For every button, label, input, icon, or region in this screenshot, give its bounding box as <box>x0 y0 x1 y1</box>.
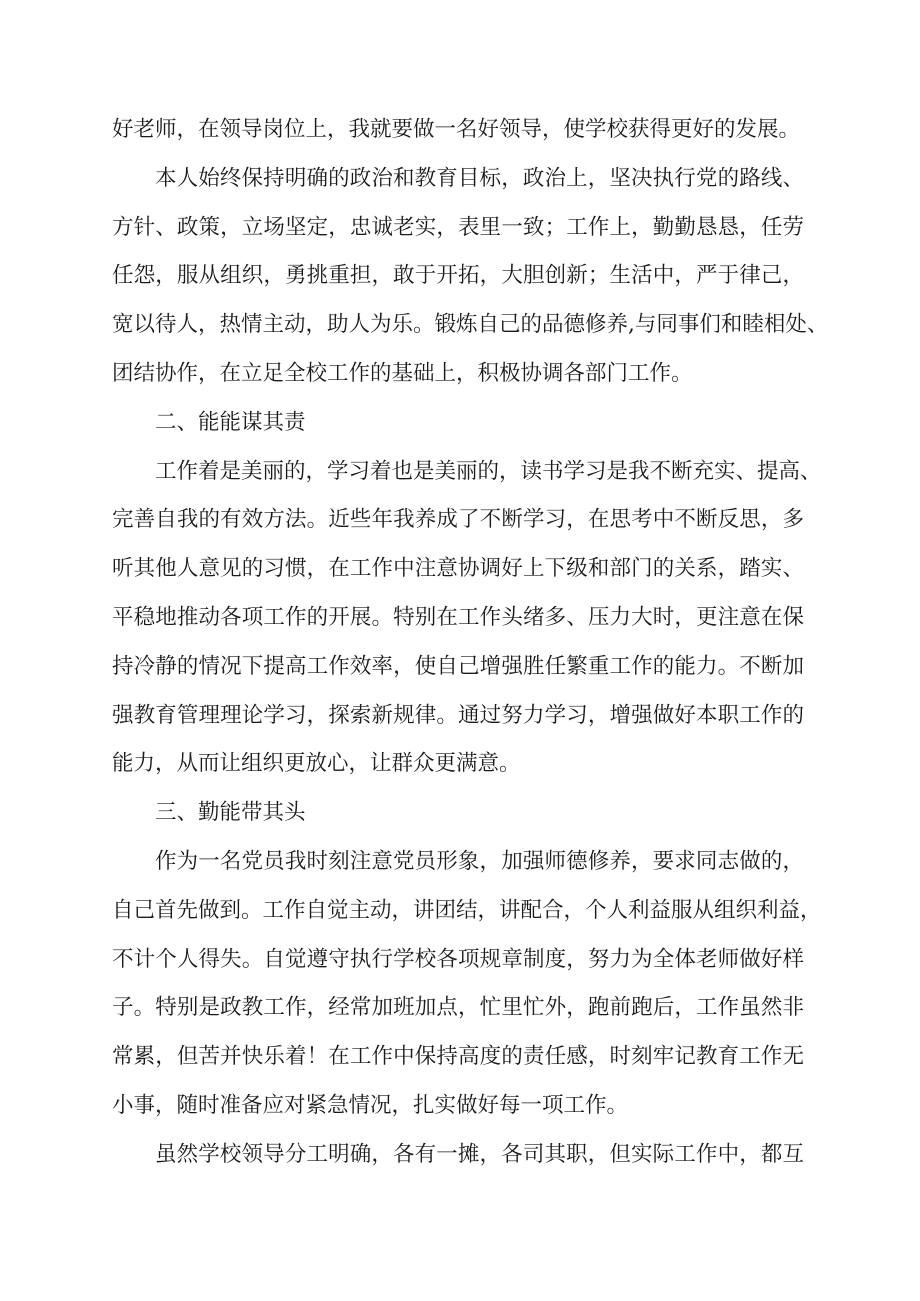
document-body <box>112 106 829 1180</box>
text-line: 平稳地推动各项工作的开展。特别在工作头绪多、压力大时，更注意在保 <box>112 604 804 630</box>
text-line: 宽以待人，热情主动，助人为乐。锻炼自己的品德修养,与同事们和睦相处、 <box>112 312 829 338</box>
text-line: 小事，随时准备应对紧急情况，扎实做好每一项工作。 <box>112 1092 629 1118</box>
text-line: 任怨，服从组织，勇挑重担，敢于开拓，大胆创新；生活中，严于律己， <box>112 263 804 289</box>
text-line: 二、能能谋其责 <box>155 409 306 435</box>
text-line: 好老师，在领导岗位上，我就要做一名好领导，使学校获得更好的发展。 <box>112 117 801 142</box>
text-line: 自己首先做到。工作自觉主动，讲团结，讲配合，个人利益服从组织利益， <box>112 897 822 923</box>
text-line: 持冷静的情况下提高工作效率，使自己增强胜任繁重工作的能力。不断加 <box>112 653 804 679</box>
text-line: 作为一名党员我时刻注意党员形象，加强师德修养，要求同志做的， <box>155 848 804 874</box>
text-line: 强教育管理理论学习，探索新规律。通过努力学习，增强做好本职工作的 <box>112 702 804 728</box>
text-line: 能力，从而让组织更放心，让群众更满意。 <box>112 751 521 777</box>
text-line: 虽然学校领导分工明确，各有一摊，各司其职，但实际工作中，都互 <box>155 1141 804 1167</box>
text-line: 子。特别是政教工作，经常加班加点，忙里忙外，跑前跑后，工作虽然非 <box>112 995 804 1021</box>
text-line: 常累，但苦并快乐着！在工作中保持高度的责任感，时刻牢记教育工作无 <box>112 1044 804 1070</box>
text-line: 完善自我的有效方法。近些年我养成了不断学习，在思考中不断反思，多 <box>112 507 804 533</box>
text-line: 团结协作，在立足全校工作的基础上，积极协调各部门工作。 <box>112 360 693 386</box>
text-line: 听其他人意见的习惯，在工作中注意协调好上下级和部门的关系，踏实、 <box>112 556 804 582</box>
text-line: 不计个人得失。自觉遵守执行学校各项规章制度，努力为全体老师做好样 <box>112 946 804 972</box>
text-line: 三、勤能带其头 <box>155 800 306 826</box>
text-line: 工作着是美丽的，学习着也是美丽的，读书学习是我不断充实、提高、 <box>155 458 822 484</box>
text-line: 本人始终保持明确的政治和教育目标，政治上，坚决执行党的路线、 <box>155 165 804 191</box>
text-line: 方针、政策，立场坚定，忠诚老实，表里一致；工作上，勤勤恳恳，任劳 <box>112 214 804 240</box>
